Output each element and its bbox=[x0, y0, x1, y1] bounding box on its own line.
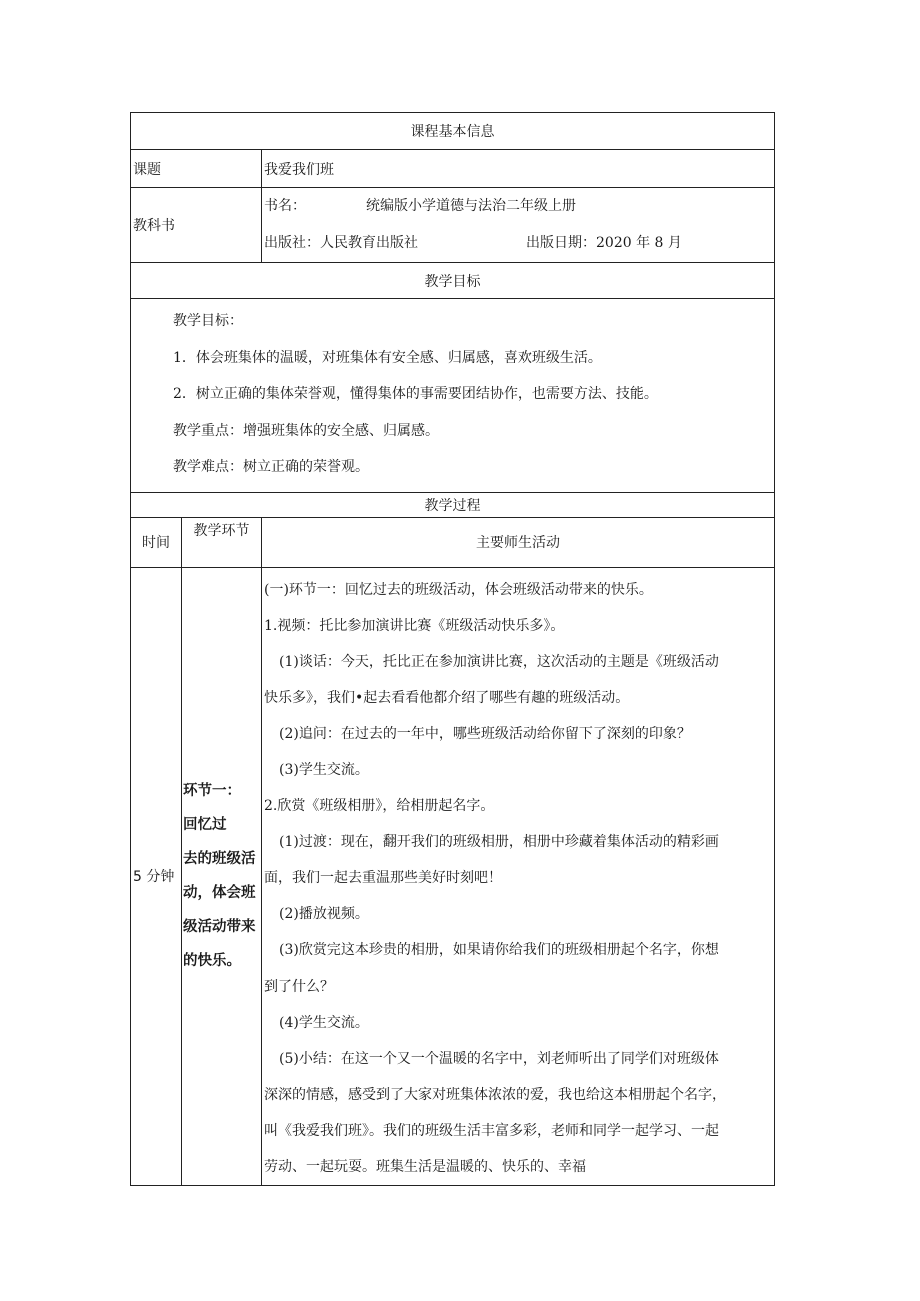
activity-line: 面，我们一起去重温那些美好时刻吧！ bbox=[264, 870, 502, 887]
stage-line: 回忆过 bbox=[183, 817, 227, 834]
textbook-details bbox=[262, 188, 775, 263]
activity-line: (4)学生交流。 bbox=[279, 1014, 369, 1031]
activity-line: 快乐多》，我们•起去看看他都介绍了哪些有趣的班级活动。 bbox=[264, 689, 630, 706]
activity-line: (5)小结：在这一个又一个温暖的名字中，刘老师听出了同学们对班级体 bbox=[279, 1050, 719, 1067]
stage-line: 动，体会班 bbox=[183, 885, 256, 902]
objectives-line: 教学难点：树立正确的荣誉观。 bbox=[173, 459, 369, 475]
activity-line: (1)过渡：现在，翻开我们的班级相册，相册中珍藏着集体活动的精彩画 bbox=[279, 834, 719, 851]
pub-date-label: 出版日期：2020 年 8 月 bbox=[526, 235, 682, 251]
col-activity-header: 主要师生活动 bbox=[262, 517, 775, 567]
objectives-line: 教学目标： bbox=[173, 313, 243, 329]
col-time-header: 时间 bbox=[131, 517, 182, 567]
activity-line: (3)学生交流。 bbox=[279, 761, 369, 778]
objectives-body bbox=[131, 299, 775, 493]
book-name-value: 统编版小学道德与法治二年级上册 bbox=[366, 198, 576, 214]
textbook-label: 教科书 bbox=[131, 188, 262, 263]
lesson-plan-document bbox=[130, 112, 774, 1186]
objectives-line: 教学重点：增强班集体的安全感、归属感。 bbox=[173, 422, 439, 439]
activity-line: 1.视频：托比参加演讲比赛《班级活动快乐多》。 bbox=[264, 617, 565, 634]
activity-line: (1)谈话：今天，托比正在参加演讲比赛，这次活动的主题是《班级活动 bbox=[279, 653, 719, 670]
publisher-line bbox=[262, 225, 774, 262]
book-name-label: 书名： bbox=[264, 198, 306, 214]
objectives-header: 教学目标 bbox=[131, 263, 775, 299]
topic-label: 课题 bbox=[131, 150, 262, 188]
table-row bbox=[131, 567, 775, 1186]
lesson-plan-table bbox=[130, 112, 775, 1186]
activity-line: 2.欣赏《班级相册》，给相册起名字。 bbox=[264, 798, 495, 815]
activity-line: 叫《我爱我们班》。我们的班级生活丰富多彩，老师和同学一起学习、一起 bbox=[264, 1122, 719, 1139]
row-activities bbox=[262, 567, 775, 1186]
objectives-line: 1．体会班集体的温暖，对班集体有安全感、归属感，喜欢班级生活。 bbox=[173, 349, 602, 366]
stage-line: 级活动带来 bbox=[183, 919, 256, 936]
activity-line: (3)欣赏完这本珍贵的相册，如果请你给我们的班级相册起个名字，你想 bbox=[279, 942, 719, 959]
publisher-label: 出版社：人民教育出版社 bbox=[264, 235, 418, 251]
activity-line: 劳动、一起玩耍。班集生活是温暖的、快乐的、幸福 bbox=[264, 1159, 586, 1175]
book-name-line bbox=[262, 188, 774, 225]
topic-value: 我爱我们班 bbox=[262, 150, 775, 188]
row-stage bbox=[182, 567, 262, 1186]
activity-line: (一)环节一：回忆过去的班级活动，体会班级活动带来的快乐。 bbox=[264, 581, 653, 598]
activity-line: 到了什么？ bbox=[264, 978, 334, 995]
course-info-header: 课程基本信息 bbox=[131, 113, 775, 150]
activity-line: (2)播放视频。 bbox=[279, 906, 369, 923]
activity-line: (2)追问：在过去的一年中，哪些班级活动给你留下了深刻的印象？ bbox=[279, 725, 691, 742]
col-stage-header: 教学环节 bbox=[182, 517, 262, 567]
activity-line: 深深的情感，感受到了大家对班集体浓浓的爱，我也给这本相册起个名字， bbox=[264, 1086, 726, 1103]
stage-line: 的快乐。 bbox=[183, 953, 241, 970]
row-time: 5 分钟 bbox=[131, 567, 182, 1186]
stage-line: 环节一： bbox=[183, 783, 241, 800]
process-header: 教学过程 bbox=[131, 492, 775, 517]
stage-line: 去的班级活 bbox=[183, 851, 256, 868]
objectives-line: 2．树立正确的集体荣誉观，懂得集体的事需要团结协作，也需要方法、技能。 bbox=[173, 386, 658, 402]
